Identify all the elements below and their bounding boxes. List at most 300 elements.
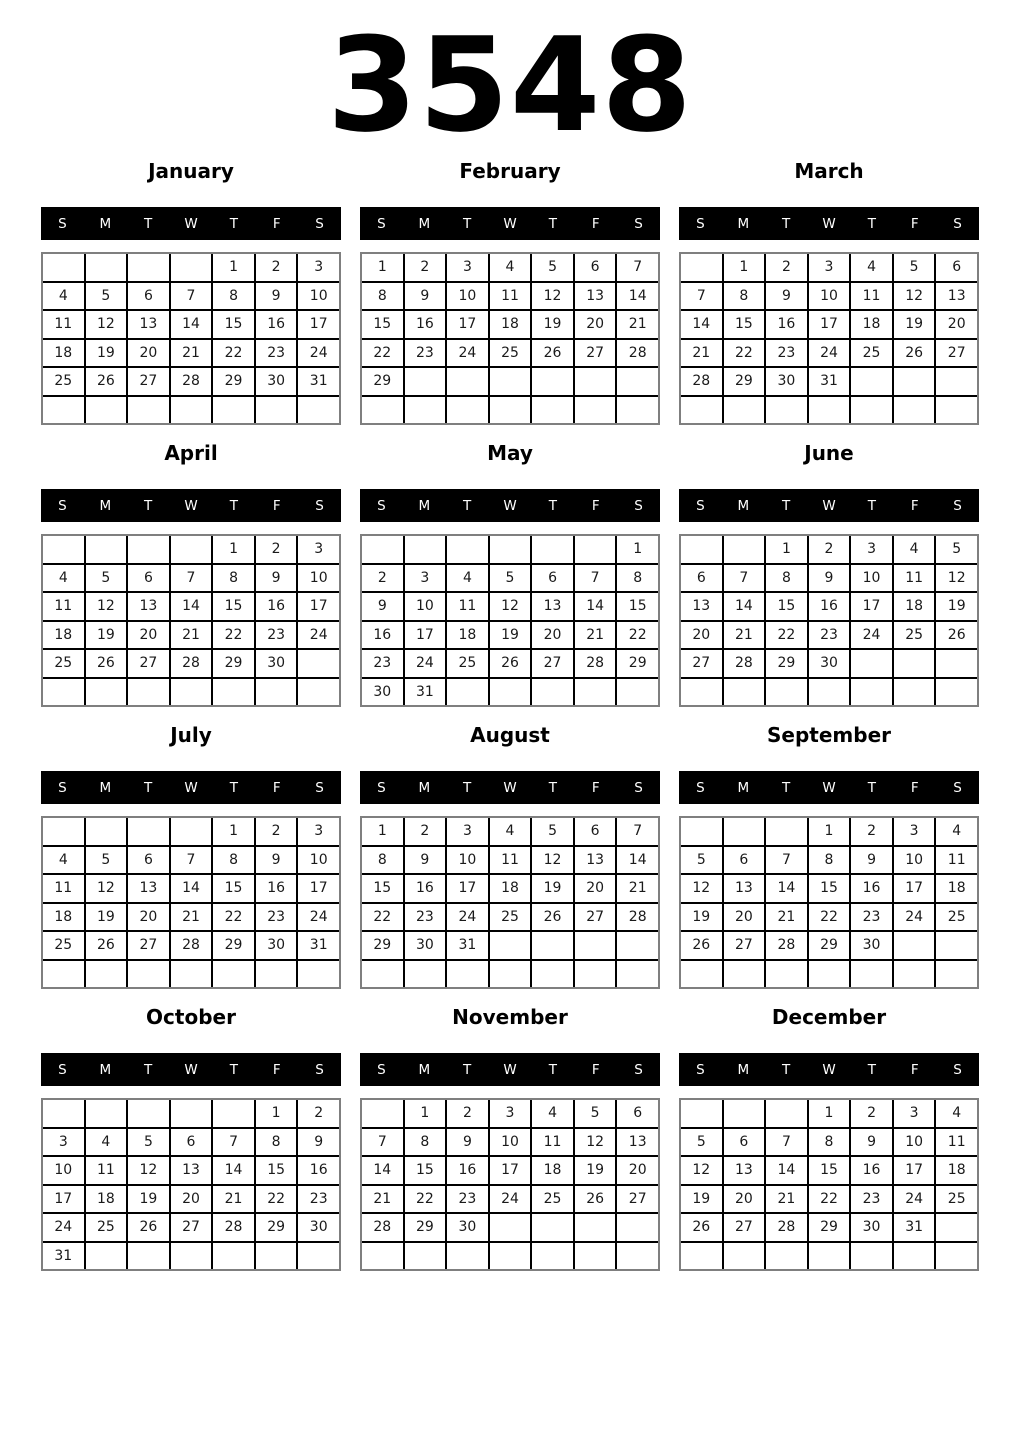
day-cell: 4 xyxy=(43,565,84,592)
empty-day-cell xyxy=(575,368,616,395)
day-cell: 29 xyxy=(213,932,254,959)
day-cell: 25 xyxy=(43,650,84,677)
month-section-october xyxy=(41,1006,341,1271)
empty-day-cell xyxy=(532,679,573,706)
day-cell: 23 xyxy=(405,904,446,931)
day-cell: 10 xyxy=(490,1129,531,1156)
day-cell: 24 xyxy=(851,622,892,649)
day-cell: 10 xyxy=(809,283,850,310)
day-cell: 25 xyxy=(936,1186,977,1213)
day-cell: 10 xyxy=(447,847,488,874)
day-grid xyxy=(41,816,341,989)
day-grid xyxy=(679,534,979,707)
day-cell: 5 xyxy=(532,818,573,845)
weekday-label: M xyxy=(737,779,750,796)
day-cell: 24 xyxy=(298,904,339,931)
day-cell: 19 xyxy=(681,904,722,931)
empty-day-cell xyxy=(86,1100,127,1127)
day-cell: 17 xyxy=(894,875,935,902)
day-cell: 28 xyxy=(213,1214,254,1241)
day-cell: 27 xyxy=(936,340,977,367)
day-cell: 14 xyxy=(171,875,212,902)
empty-day-cell xyxy=(405,397,446,424)
day-cell: 9 xyxy=(256,565,297,592)
day-cell: 15 xyxy=(617,593,658,620)
day-cell: 13 xyxy=(128,875,169,902)
empty-day-cell xyxy=(936,961,977,988)
day-cell: 30 xyxy=(298,1214,339,1241)
day-cell: 3 xyxy=(298,254,339,281)
day-cell: 18 xyxy=(490,311,531,338)
empty-day-cell xyxy=(575,932,616,959)
empty-day-cell xyxy=(86,397,127,424)
day-cell: 20 xyxy=(171,1186,212,1213)
day-cell: 30 xyxy=(256,650,297,677)
day-cell: 2 xyxy=(851,1100,892,1127)
day-cell: 8 xyxy=(617,565,658,592)
weekday-header-bar xyxy=(360,1053,660,1086)
weekday-header-bar xyxy=(41,771,341,804)
weekday-label: S xyxy=(953,215,962,232)
weekday-label: T xyxy=(229,1061,238,1078)
day-cell: 19 xyxy=(532,875,573,902)
day-cell: 28 xyxy=(766,932,807,959)
day-cell: 13 xyxy=(575,283,616,310)
empty-day-cell xyxy=(405,536,446,563)
empty-day-cell xyxy=(490,1243,531,1270)
month-section-november xyxy=(360,1006,660,1271)
empty-day-cell xyxy=(894,961,935,988)
day-cell: 2 xyxy=(298,1100,339,1127)
weekday-header-bar xyxy=(679,207,979,240)
day-cell: 14 xyxy=(617,847,658,874)
day-cell: 23 xyxy=(362,650,403,677)
day-cell: 31 xyxy=(298,932,339,959)
day-cell: 22 xyxy=(256,1186,297,1213)
day-cell: 9 xyxy=(809,565,850,592)
day-cell: 20 xyxy=(128,622,169,649)
empty-day-cell xyxy=(490,397,531,424)
day-cell: 24 xyxy=(894,1186,935,1213)
day-cell: 1 xyxy=(809,1100,850,1127)
weekday-label: W xyxy=(503,779,517,796)
empty-day-cell xyxy=(171,961,212,988)
day-cell: 9 xyxy=(405,283,446,310)
empty-day-cell xyxy=(490,536,531,563)
weekday-label: S xyxy=(58,779,67,796)
empty-day-cell xyxy=(86,254,127,281)
empty-day-cell xyxy=(128,818,169,845)
day-cell: 6 xyxy=(128,847,169,874)
day-cell: 5 xyxy=(86,283,127,310)
empty-day-cell xyxy=(936,932,977,959)
weekday-header-bar xyxy=(360,207,660,240)
day-cell: 11 xyxy=(936,847,977,874)
empty-day-cell xyxy=(171,1243,212,1270)
weekday-label: T xyxy=(144,1061,153,1078)
day-cell: 21 xyxy=(766,904,807,931)
empty-day-cell xyxy=(894,397,935,424)
empty-day-cell xyxy=(681,397,722,424)
weekday-header-bar xyxy=(679,1053,979,1086)
day-cell: 3 xyxy=(405,565,446,592)
day-cell: 28 xyxy=(724,650,765,677)
day-cell: 5 xyxy=(86,565,127,592)
day-cell: 26 xyxy=(936,622,977,649)
day-cell: 25 xyxy=(851,340,892,367)
day-cell: 27 xyxy=(171,1214,212,1241)
day-cell: 14 xyxy=(724,593,765,620)
weekday-label: T xyxy=(229,215,238,232)
day-cell: 18 xyxy=(447,622,488,649)
weekday-label: T xyxy=(229,497,238,514)
day-cell: 29 xyxy=(724,368,765,395)
empty-day-cell xyxy=(936,1214,977,1241)
day-cell: 26 xyxy=(532,904,573,931)
day-cell: 24 xyxy=(298,340,339,367)
day-cell: 3 xyxy=(894,818,935,845)
day-cell: 31 xyxy=(405,679,446,706)
day-cell: 30 xyxy=(256,368,297,395)
day-cell: 15 xyxy=(213,875,254,902)
day-cell: 31 xyxy=(447,932,488,959)
day-cell: 17 xyxy=(298,593,339,620)
day-cell: 10 xyxy=(405,593,446,620)
day-cell: 4 xyxy=(43,283,84,310)
empty-day-cell xyxy=(617,1243,658,1270)
empty-day-cell xyxy=(724,679,765,706)
day-cell: 2 xyxy=(766,254,807,281)
empty-day-cell xyxy=(128,679,169,706)
empty-day-cell xyxy=(298,961,339,988)
empty-day-cell xyxy=(681,1100,722,1127)
weekday-label: W xyxy=(822,215,836,232)
weekday-label: F xyxy=(272,1061,281,1078)
empty-day-cell xyxy=(490,368,531,395)
empty-day-cell xyxy=(43,1100,84,1127)
day-cell: 11 xyxy=(851,283,892,310)
weekday-label: T xyxy=(867,1061,876,1078)
weekday-header-bar xyxy=(41,1053,341,1086)
empty-day-cell xyxy=(766,818,807,845)
day-cell: 3 xyxy=(447,818,488,845)
empty-day-cell xyxy=(405,961,446,988)
day-cell: 19 xyxy=(128,1186,169,1213)
day-cell: 31 xyxy=(809,368,850,395)
day-cell: 12 xyxy=(86,593,127,620)
day-cell: 27 xyxy=(724,932,765,959)
empty-day-cell xyxy=(128,536,169,563)
day-cell: 13 xyxy=(724,1157,765,1184)
day-cell: 16 xyxy=(256,875,297,902)
weekday-label: S xyxy=(377,215,386,232)
day-cell: 20 xyxy=(724,1186,765,1213)
day-cell: 25 xyxy=(490,904,531,931)
empty-day-cell xyxy=(766,679,807,706)
empty-day-cell xyxy=(724,397,765,424)
day-cell: 26 xyxy=(681,932,722,959)
day-cell: 18 xyxy=(936,875,977,902)
day-cell: 3 xyxy=(447,254,488,281)
weekday-label: T xyxy=(144,779,153,796)
weekday-label: W xyxy=(503,215,517,232)
day-cell: 12 xyxy=(86,311,127,338)
empty-day-cell xyxy=(128,1100,169,1127)
weekday-label: S xyxy=(58,497,67,514)
day-cell: 16 xyxy=(405,875,446,902)
day-cell: 4 xyxy=(936,1100,977,1127)
empty-day-cell xyxy=(43,397,84,424)
empty-day-cell xyxy=(575,961,616,988)
weekday-label: S xyxy=(315,215,324,232)
weekday-label: M xyxy=(418,497,431,514)
day-cell: 10 xyxy=(43,1157,84,1184)
day-cell: 22 xyxy=(362,340,403,367)
day-cell: 23 xyxy=(851,904,892,931)
day-cell: 4 xyxy=(490,818,531,845)
weekday-label: T xyxy=(463,1061,472,1078)
empty-day-cell xyxy=(532,1214,573,1241)
day-cell: 22 xyxy=(213,622,254,649)
day-cell: 2 xyxy=(256,254,297,281)
day-cell: 28 xyxy=(766,1214,807,1241)
day-cell: 15 xyxy=(362,875,403,902)
empty-day-cell xyxy=(213,679,254,706)
empty-day-cell xyxy=(724,1243,765,1270)
day-cell: 6 xyxy=(575,818,616,845)
day-cell: 7 xyxy=(681,283,722,310)
day-grid xyxy=(360,252,660,425)
day-cell: 13 xyxy=(681,593,722,620)
month-title: August xyxy=(470,723,550,747)
day-cell: 7 xyxy=(766,1129,807,1156)
empty-day-cell xyxy=(298,397,339,424)
day-cell: 8 xyxy=(362,283,403,310)
day-cell: 8 xyxy=(809,847,850,874)
empty-day-cell xyxy=(936,1243,977,1270)
day-cell: 11 xyxy=(490,847,531,874)
months-grid xyxy=(41,160,979,1271)
day-cell: 27 xyxy=(681,650,722,677)
day-cell: 11 xyxy=(43,593,84,620)
day-cell: 5 xyxy=(490,565,531,592)
day-cell: 17 xyxy=(809,311,850,338)
empty-day-cell xyxy=(617,932,658,959)
day-cell: 9 xyxy=(851,1129,892,1156)
weekday-label: S xyxy=(58,1061,67,1078)
day-cell: 20 xyxy=(575,311,616,338)
day-cell: 29 xyxy=(617,650,658,677)
calendar-page xyxy=(0,9,1020,1271)
empty-day-cell xyxy=(213,397,254,424)
day-cell: 15 xyxy=(809,1157,850,1184)
day-cell: 12 xyxy=(532,847,573,874)
month-section-july xyxy=(41,724,341,989)
empty-day-cell xyxy=(532,368,573,395)
day-cell: 16 xyxy=(256,593,297,620)
empty-day-cell xyxy=(490,679,531,706)
empty-day-cell xyxy=(43,254,84,281)
weekday-label: W xyxy=(503,1061,517,1078)
day-cell: 4 xyxy=(43,847,84,874)
month-section-march xyxy=(679,160,979,425)
empty-day-cell xyxy=(724,961,765,988)
day-cell: 10 xyxy=(894,847,935,874)
day-cell: 1 xyxy=(256,1100,297,1127)
day-cell: 12 xyxy=(681,1157,722,1184)
month-title: March xyxy=(794,159,864,183)
empty-day-cell xyxy=(681,536,722,563)
empty-day-cell xyxy=(724,1100,765,1127)
weekday-label: F xyxy=(591,497,600,514)
weekday-label: S xyxy=(953,779,962,796)
day-cell: 9 xyxy=(362,593,403,620)
day-cell: 13 xyxy=(724,875,765,902)
day-cell: 10 xyxy=(894,1129,935,1156)
day-cell: 22 xyxy=(766,622,807,649)
day-cell: 2 xyxy=(851,818,892,845)
month-title: June xyxy=(804,441,854,465)
day-cell: 1 xyxy=(362,818,403,845)
day-cell: 19 xyxy=(86,904,127,931)
empty-day-cell xyxy=(617,368,658,395)
day-cell: 31 xyxy=(43,1243,84,1270)
empty-day-cell xyxy=(43,818,84,845)
day-cell: 12 xyxy=(128,1157,169,1184)
day-cell: 29 xyxy=(766,650,807,677)
day-cell: 3 xyxy=(43,1129,84,1156)
weekday-label: F xyxy=(272,779,281,796)
day-cell: 27 xyxy=(575,904,616,931)
day-cell: 25 xyxy=(936,904,977,931)
weekday-label: F xyxy=(591,215,600,232)
day-cell: 23 xyxy=(809,622,850,649)
weekday-label: T xyxy=(867,497,876,514)
day-cell: 1 xyxy=(405,1100,446,1127)
day-cell: 14 xyxy=(681,311,722,338)
day-grid xyxy=(679,816,979,989)
day-cell: 7 xyxy=(171,565,212,592)
empty-day-cell xyxy=(362,397,403,424)
day-cell: 24 xyxy=(298,622,339,649)
day-cell: 7 xyxy=(617,254,658,281)
empty-day-cell xyxy=(405,368,446,395)
day-cell: 28 xyxy=(617,340,658,367)
empty-day-cell xyxy=(362,1100,403,1127)
empty-day-cell xyxy=(532,536,573,563)
day-cell: 16 xyxy=(851,875,892,902)
day-cell: 11 xyxy=(936,1129,977,1156)
day-cell: 15 xyxy=(256,1157,297,1184)
day-cell: 1 xyxy=(213,536,254,563)
empty-day-cell xyxy=(724,818,765,845)
day-cell: 10 xyxy=(298,565,339,592)
day-cell: 27 xyxy=(575,340,616,367)
day-cell: 11 xyxy=(532,1129,573,1156)
day-cell: 6 xyxy=(724,847,765,874)
day-cell: 17 xyxy=(447,311,488,338)
day-cell: 3 xyxy=(298,536,339,563)
day-cell: 9 xyxy=(256,283,297,310)
day-cell: 8 xyxy=(766,565,807,592)
day-cell: 6 xyxy=(724,1129,765,1156)
empty-day-cell xyxy=(128,254,169,281)
day-cell: 20 xyxy=(128,340,169,367)
empty-day-cell xyxy=(575,397,616,424)
weekday-label: F xyxy=(910,779,919,796)
day-cell: 13 xyxy=(171,1157,212,1184)
empty-day-cell xyxy=(809,679,850,706)
day-cell: 24 xyxy=(894,904,935,931)
month-title: September xyxy=(767,723,891,747)
day-cell: 12 xyxy=(575,1129,616,1156)
day-cell: 27 xyxy=(617,1186,658,1213)
day-cell: 31 xyxy=(894,1214,935,1241)
empty-day-cell xyxy=(766,1100,807,1127)
empty-day-cell xyxy=(617,961,658,988)
day-cell: 15 xyxy=(362,311,403,338)
weekday-label: T xyxy=(548,779,557,796)
day-cell: 5 xyxy=(86,847,127,874)
day-cell: 21 xyxy=(617,311,658,338)
empty-day-cell xyxy=(128,961,169,988)
empty-day-cell xyxy=(575,679,616,706)
day-cell: 26 xyxy=(86,650,127,677)
day-cell: 22 xyxy=(724,340,765,367)
weekday-label: F xyxy=(591,779,600,796)
weekday-label: S xyxy=(58,215,67,232)
day-cell: 23 xyxy=(256,622,297,649)
day-cell: 4 xyxy=(86,1129,127,1156)
empty-day-cell xyxy=(936,650,977,677)
weekday-label: M xyxy=(418,215,431,232)
day-cell: 19 xyxy=(490,622,531,649)
day-cell: 21 xyxy=(213,1186,254,1213)
day-cell: 8 xyxy=(213,283,254,310)
empty-day-cell xyxy=(681,818,722,845)
day-cell: 24 xyxy=(809,340,850,367)
day-cell: 6 xyxy=(936,254,977,281)
day-cell: 12 xyxy=(894,283,935,310)
day-cell: 14 xyxy=(617,283,658,310)
day-cell: 11 xyxy=(894,565,935,592)
weekday-label: T xyxy=(463,215,472,232)
weekday-label: F xyxy=(272,215,281,232)
day-cell: 24 xyxy=(447,904,488,931)
weekday-label: W xyxy=(184,779,198,796)
day-cell: 30 xyxy=(405,932,446,959)
weekday-label: T xyxy=(782,215,791,232)
day-cell: 13 xyxy=(936,283,977,310)
day-cell: 11 xyxy=(490,283,531,310)
day-cell: 6 xyxy=(681,565,722,592)
empty-day-cell xyxy=(362,961,403,988)
day-cell: 26 xyxy=(575,1186,616,1213)
month-title: February xyxy=(459,159,561,183)
day-cell: 16 xyxy=(809,593,850,620)
day-cell: 20 xyxy=(724,904,765,931)
day-cell: 5 xyxy=(575,1100,616,1127)
empty-day-cell xyxy=(213,1100,254,1127)
weekday-label: W xyxy=(822,497,836,514)
empty-day-cell xyxy=(490,1214,531,1241)
empty-day-cell xyxy=(532,1243,573,1270)
empty-day-cell xyxy=(936,679,977,706)
empty-day-cell xyxy=(490,961,531,988)
empty-day-cell xyxy=(851,679,892,706)
day-cell: 23 xyxy=(447,1186,488,1213)
empty-day-cell xyxy=(256,679,297,706)
